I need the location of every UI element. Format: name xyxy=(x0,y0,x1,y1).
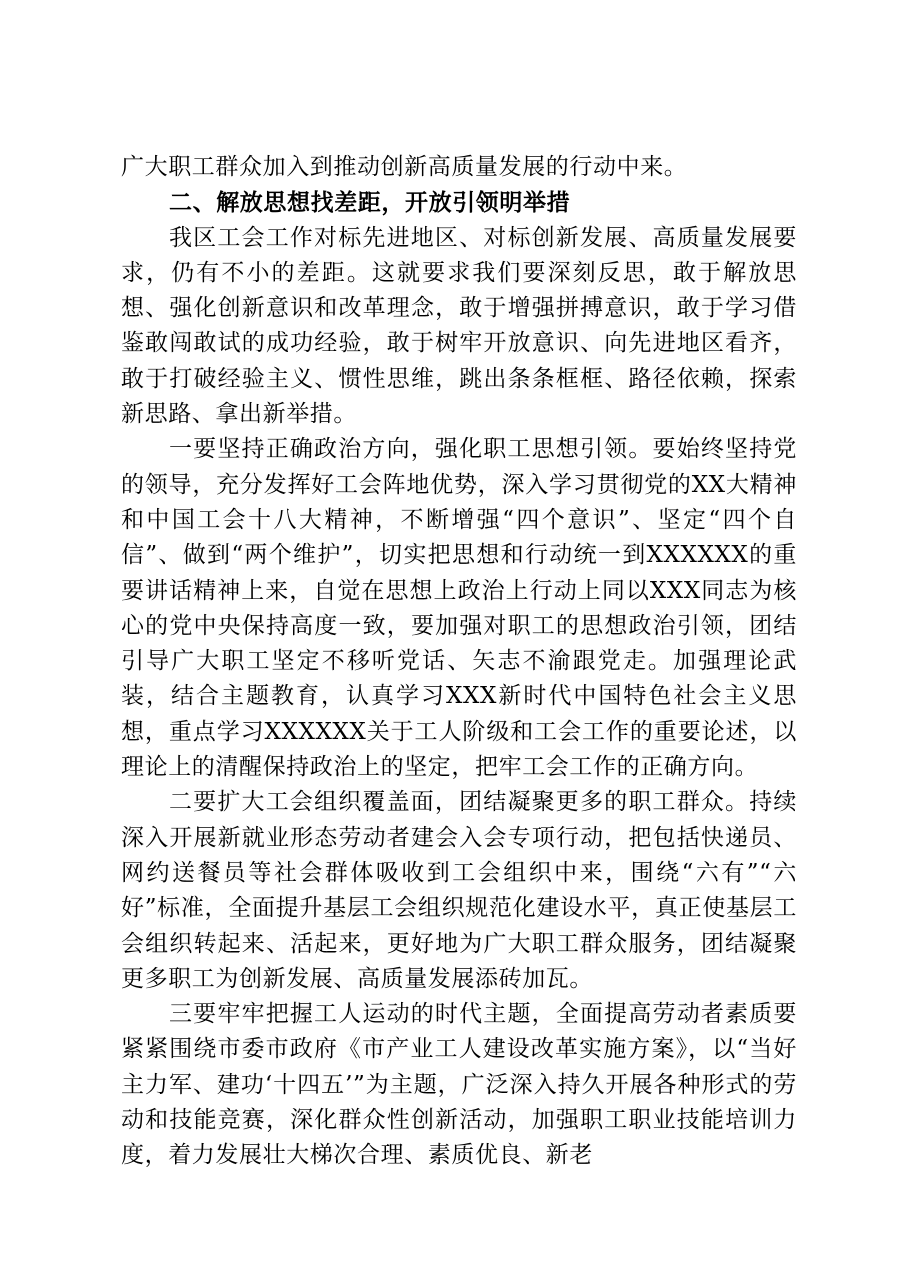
document-body xyxy=(121,150,797,1174)
paragraph: 三要牢牢把握工人运动的时代主题，全面提高劳动者素质要紧紧围绕市委市政府《市产业工人建设改革实施方案》，以“当好主力军、建功‘十四五’”为主题，广泛深入持久开展各种形式的劳动和技能竞赛，深化群众性创新活动，加强职工职业技能培训力度，着力发展壮大梯次合理、素质优良、新老 xyxy=(121,1001,797,1169)
paragraph: 二要扩大工会组织覆盖面，团结凝聚更多的职工群众。持续深入开展新就业形态劳动者建会入会专项行动，把包括快递员、网约送餐员等社会群体吸收到工会组织中来，围绕“六有”“六好”标准，全面提升基层工会组织规范化建设水平，真正使基层工会组织转起来、活起来，更好地为广大职工群众服务，团结凝聚更多职工为创新发展、高质量发展添砖加瓦。 xyxy=(121,789,797,992)
section-heading: 二、解放思想找差距，开放引领明举措 xyxy=(169,189,571,217)
paragraph: 一要坚持正确政治方向，强化职工思想引领。要始终坚持党的领导，充分发挥好工会阵地优势，深入学习贯彻党的XX大精神和中国工会十八大精神，不断增强“四个意识”、坚定“四个自信”、做到“两个维护”，切实把思想和行动统一到XXXXXX的重要讲话精神上来，自觉在思想上政治上行动上同以XXX同志为核心的党中央保持高度一致，要加强对职工的思想政治引领，团结引导广大职工坚定不移听党话、矢志不渝跟党走。加强理论武装，结合主题教育，认真学习XXX新时代中国特色社会主义思想，重点学习XXXXXX关于工人阶级和工会工作的重要论述，以理论上的清醒保持政治上的坚定，把牢工会工作的正确方向。 xyxy=(121,436,797,781)
paragraph: 我区工会工作对标先进地区、对标创新发展、高质量发展要求，仍有不小的差距。这就要求我们要深刻反思，敢于解放思想、强化创新意识和改革理念，敢于增强拼搏意识，敢于学习借鉴敢闯敢试的成功经验，敢于树牢开放意识、向先进地区看齐，敢于打破经验主义、惯性思维，跳出条条框框、路径依赖，探索新思路、拿出新举措。 xyxy=(121,224,797,428)
paragraph-continuation: 广大职工群众加入到推动创新高质量发展的行动中来。 xyxy=(121,154,688,180)
